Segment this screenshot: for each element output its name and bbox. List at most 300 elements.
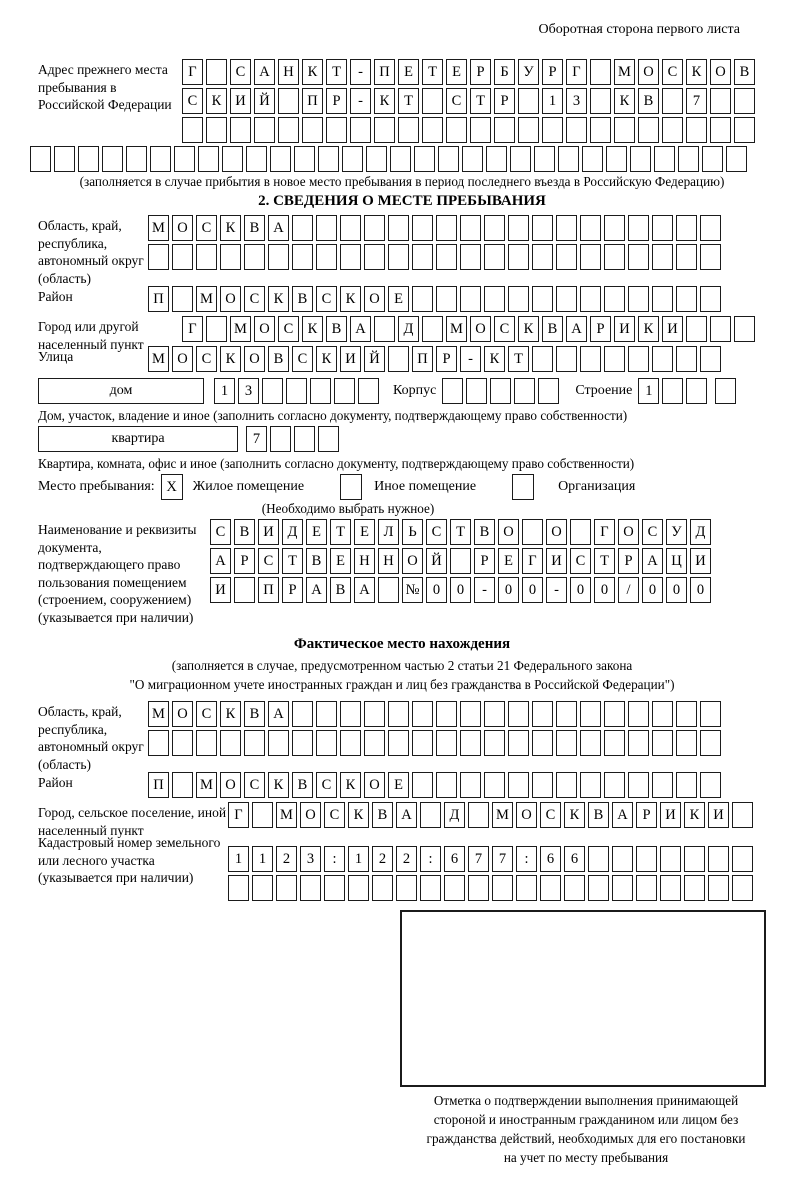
char-cell (678, 146, 699, 172)
char-cell: П (258, 577, 279, 603)
char-cell (588, 846, 609, 872)
char-cell (518, 88, 539, 114)
char-cell: - (350, 59, 371, 85)
char-cell (628, 215, 649, 241)
char-cell: И (258, 519, 279, 545)
stamp-box (400, 910, 766, 1087)
char-row (148, 286, 721, 312)
char-cell (700, 772, 721, 798)
char-cell (734, 88, 755, 114)
char-cell: К (220, 701, 241, 727)
char-cell: К (220, 215, 241, 241)
char-cell: Е (388, 286, 409, 312)
char-cell: В (306, 548, 327, 574)
char-cell (604, 215, 625, 241)
char-cell: Р (234, 548, 255, 574)
char-cell (580, 215, 601, 241)
char-cell (676, 346, 697, 372)
char-cell: М (196, 772, 217, 798)
char-cell (198, 146, 219, 172)
char-cell: В (244, 215, 265, 241)
char-cell (726, 146, 747, 172)
char-cell (580, 730, 601, 756)
char-cell: О (172, 701, 193, 727)
city-block (38, 316, 766, 352)
char-cell (604, 244, 625, 270)
char-cell: Р (618, 548, 639, 574)
char-cell (490, 378, 511, 404)
region-label: Область, край, республика, автономный округ (область) (38, 218, 144, 286)
char-cell (460, 772, 481, 798)
char-cell: Р (590, 316, 611, 342)
char-row (182, 316, 755, 342)
char-cell: И (230, 88, 251, 114)
char-row (214, 378, 379, 404)
checkbox-organization (512, 474, 534, 500)
char-cell: О (254, 316, 275, 342)
char-cell (220, 730, 241, 756)
char-row (182, 117, 755, 143)
char-cell: О (618, 519, 639, 545)
char-cell: О (470, 316, 491, 342)
char-cell (510, 146, 531, 172)
char-cell (508, 215, 529, 241)
city-label: Город или другой населенный пункт (38, 319, 144, 352)
char-cell: В (638, 88, 659, 114)
char-cell (30, 146, 51, 172)
char-cell: А (354, 577, 375, 603)
char-cell (102, 146, 123, 172)
char-cell: Т (330, 519, 351, 545)
char-cell (676, 286, 697, 312)
char-cell: Р (326, 88, 347, 114)
fact-district-block (38, 772, 766, 802)
char-cell: 0 (666, 577, 687, 603)
char-cell: М (196, 286, 217, 312)
char-cell (196, 730, 217, 756)
char-cell (388, 701, 409, 727)
char-cell (228, 875, 249, 901)
char-row (210, 577, 711, 603)
char-cell (310, 378, 331, 404)
stamp-caption (390, 1091, 782, 1167)
char-cell (460, 244, 481, 270)
char-cell: 0 (498, 577, 519, 603)
char-cell (230, 117, 251, 143)
char-cell: В (268, 346, 289, 372)
char-cell: А (306, 577, 327, 603)
char-cell: А (350, 316, 371, 342)
char-cell: К (302, 316, 323, 342)
char-cell: Т (594, 548, 615, 574)
fact-district-label: Район (38, 775, 73, 790)
char-cell (234, 577, 255, 603)
char-cell: С (426, 519, 447, 545)
char-cell (676, 244, 697, 270)
char-cell: О (300, 802, 321, 828)
char-cell: 0 (522, 577, 543, 603)
char-cell (436, 215, 457, 241)
char-cell: В (474, 519, 495, 545)
char-cell (244, 730, 265, 756)
char-cell: А (566, 316, 587, 342)
char-cell: Е (388, 772, 409, 798)
char-cell: Д (690, 519, 711, 545)
char-cell: : (516, 846, 537, 872)
stay-type-row (38, 474, 766, 500)
char-cell (514, 378, 535, 404)
char-cell (262, 378, 283, 404)
char-cell (614, 117, 635, 143)
char-cell (630, 146, 651, 172)
char-cell (316, 215, 337, 241)
char-cell (318, 146, 339, 172)
char-cell: 1 (214, 378, 235, 404)
char-cell (628, 772, 649, 798)
char-row (715, 378, 736, 404)
char-cell: Т (470, 88, 491, 114)
char-cell: Д (444, 802, 465, 828)
char-cell: 3 (238, 378, 259, 404)
char-row (148, 730, 721, 756)
char-cell: О (498, 519, 519, 545)
char-cell (374, 316, 395, 342)
char-cell: А (612, 802, 633, 828)
char-cell (436, 286, 457, 312)
char-cell: Т (422, 59, 443, 85)
char-cell: Г (228, 802, 249, 828)
char-cell: К (316, 346, 337, 372)
region-block (38, 215, 766, 286)
char-cell: 2 (372, 846, 393, 872)
char-cell: К (684, 802, 705, 828)
char-cell: К (638, 316, 659, 342)
char-cell: С (316, 286, 337, 312)
char-cell (652, 244, 673, 270)
char-cell (534, 146, 555, 172)
char-cell (628, 244, 649, 270)
char-cell (340, 730, 361, 756)
apartment-box-label: квартира (38, 426, 238, 452)
corner-note: Оборотная сторона первого листа (538, 22, 740, 37)
char-cell (700, 244, 721, 270)
char-cell (436, 772, 457, 798)
char-cell (522, 519, 543, 545)
char-cell (460, 286, 481, 312)
actual-location-title: Фактическое место нахождения (293, 636, 511, 652)
char-cell (636, 875, 657, 901)
char-cell (420, 875, 441, 901)
char-cell (508, 772, 529, 798)
char-cell (660, 875, 681, 901)
char-cell: 6 (564, 846, 585, 872)
char-cell (442, 378, 463, 404)
char-cell: В (372, 802, 393, 828)
char-cell (54, 146, 75, 172)
char-cell: С (446, 88, 467, 114)
char-cell: М (148, 346, 169, 372)
char-cell (590, 59, 611, 85)
char-cell: С (182, 88, 203, 114)
char-cell (518, 117, 539, 143)
char-row (228, 802, 753, 828)
char-cell (436, 701, 457, 727)
char-cell: 1 (638, 378, 659, 404)
char-cell (412, 772, 433, 798)
char-cell (436, 730, 457, 756)
stamp-caption-line: на учет по месту пребывания (503, 1150, 669, 1165)
char-cell (254, 117, 275, 143)
char-cell (508, 701, 529, 727)
char-cell (638, 117, 659, 143)
char-cell (316, 701, 337, 727)
char-cell: № (402, 577, 423, 603)
char-cell: К (686, 59, 707, 85)
char-row (442, 378, 559, 404)
char-cell (446, 117, 467, 143)
document-label: Наименование и реквизиты документа, подтверждающего право пользования помещением (строением, сооружением) (указывается при наличии) (38, 522, 197, 625)
option-other-premises-label: Иное помещение (374, 479, 477, 494)
stroenie-label: Строение (575, 383, 633, 398)
char-cell (398, 117, 419, 143)
char-cell (492, 875, 513, 901)
char-cell: И (708, 802, 729, 828)
char-cell (628, 286, 649, 312)
stamp-caption-line: Отметка о подтверждении выполнения принимающей (433, 1093, 739, 1108)
char-cell (390, 146, 411, 172)
char-cell (148, 730, 169, 756)
char-cell (364, 215, 385, 241)
char-cell (532, 730, 553, 756)
char-cell: М (614, 59, 635, 85)
char-cell (652, 730, 673, 756)
char-cell (588, 875, 609, 901)
char-cell (710, 316, 731, 342)
char-cell (732, 802, 753, 828)
char-cell (484, 286, 505, 312)
char-cell (412, 215, 433, 241)
char-row (210, 519, 711, 545)
char-cell (652, 772, 673, 798)
char-cell: О (244, 346, 265, 372)
apartment-row (38, 426, 766, 452)
char-cell (78, 146, 99, 172)
char-cell: 0 (426, 577, 447, 603)
char-cell: М (148, 215, 169, 241)
char-cell: К (564, 802, 585, 828)
char-cell: Й (426, 548, 447, 574)
char-cell: 1 (348, 846, 369, 872)
char-cell (276, 875, 297, 901)
char-cell (270, 146, 291, 172)
char-cell: О (172, 346, 193, 372)
char-cell (532, 701, 553, 727)
char-cell: 6 (444, 846, 465, 872)
char-cell (540, 875, 561, 901)
char-cell (732, 875, 753, 901)
char-cell: С (258, 548, 279, 574)
char-cell: С (494, 316, 515, 342)
char-cell (270, 426, 291, 452)
char-cell (278, 88, 299, 114)
char-cell (460, 215, 481, 241)
char-cell: 1 (542, 88, 563, 114)
char-cell (556, 215, 577, 241)
char-cell (612, 875, 633, 901)
char-cell: Т (326, 59, 347, 85)
char-cell: И (690, 548, 711, 574)
char-cell (340, 244, 361, 270)
char-cell: Л (378, 519, 399, 545)
char-cell: О (546, 519, 567, 545)
char-cell (292, 701, 313, 727)
char-cell (372, 875, 393, 901)
char-cell: 6 (540, 846, 561, 872)
char-cell: О (516, 802, 537, 828)
char-cell (652, 346, 673, 372)
char-cell (508, 286, 529, 312)
street-label: Улица (38, 349, 74, 364)
char-cell (532, 286, 553, 312)
checkbox-other-premises (340, 474, 362, 500)
char-cell: У (518, 59, 539, 85)
char-cell (252, 802, 273, 828)
char-cell (556, 772, 577, 798)
char-cell (700, 701, 721, 727)
char-cell: 7 (492, 846, 513, 872)
char-cell (590, 117, 611, 143)
char-cell: И (614, 316, 635, 342)
char-cell: / (618, 577, 639, 603)
cadastre-block (38, 832, 766, 904)
char-cell: О (364, 286, 385, 312)
char-cell: А (268, 701, 289, 727)
char-row (148, 772, 721, 798)
char-cell (396, 875, 417, 901)
char-cell (652, 701, 673, 727)
char-row (148, 215, 721, 241)
char-cell (508, 730, 529, 756)
char-cell: С (196, 701, 217, 727)
char-cell (438, 146, 459, 172)
char-cell (278, 117, 299, 143)
stamp-caption-line: стороной и иностранным гражданином или лицом без (433, 1112, 739, 1127)
fact-city-label: Город, сельское поселение, иной населенный пункт (38, 805, 227, 838)
char-cell: А (396, 802, 417, 828)
char-cell: М (276, 802, 297, 828)
char-cell (556, 286, 577, 312)
char-cell: С (292, 346, 313, 372)
char-cell (484, 730, 505, 756)
char-cell (654, 146, 675, 172)
char-cell: М (148, 701, 169, 727)
char-cell (484, 215, 505, 241)
char-cell (556, 244, 577, 270)
char-cell (532, 346, 553, 372)
char-cell: 3 (300, 846, 321, 872)
char-cell: Р (474, 548, 495, 574)
char-cell (532, 244, 553, 270)
char-cell (612, 846, 633, 872)
char-cell (436, 244, 457, 270)
fact-region-block (38, 701, 766, 772)
char-cell (532, 215, 553, 241)
char-cell: 7 (468, 846, 489, 872)
char-cell (470, 117, 491, 143)
char-row (148, 346, 721, 372)
char-cell: Р (282, 577, 303, 603)
char-cell (604, 730, 625, 756)
char-cell: Д (282, 519, 303, 545)
char-cell (532, 772, 553, 798)
char-cell (684, 875, 705, 901)
char-cell (412, 244, 433, 270)
char-cell (564, 875, 585, 901)
char-cell (486, 146, 507, 172)
char-cell (268, 730, 289, 756)
char-cell (422, 88, 443, 114)
char-cell: М (230, 316, 251, 342)
char-cell: Р (636, 802, 657, 828)
char-cell: 0 (450, 577, 471, 603)
char-cell (676, 772, 697, 798)
char-cell (732, 846, 753, 872)
char-cell (604, 701, 625, 727)
char-row (30, 146, 766, 172)
cadastre-grid (228, 846, 753, 904)
char-cell (660, 846, 681, 872)
char-cell: М (446, 316, 467, 342)
char-cell: В (542, 316, 563, 342)
char-cell (172, 730, 193, 756)
char-cell: 0 (594, 577, 615, 603)
char-cell: В (244, 701, 265, 727)
char-cell: С (244, 772, 265, 798)
char-cell: К (206, 88, 227, 114)
char-cell (340, 215, 361, 241)
char-cell (182, 117, 203, 143)
char-cell: С (278, 316, 299, 342)
char-cell: 2 (396, 846, 417, 872)
char-cell (252, 875, 273, 901)
char-cell (556, 701, 577, 727)
fact-region-grid (148, 701, 721, 759)
korpus-label: Корпус (393, 383, 437, 398)
char-cell: М (492, 802, 513, 828)
char-cell (422, 117, 443, 143)
char-cell: С (196, 346, 217, 372)
prev-address-note: (заполняется в случае прибытия в новое место пребывания в период последнего въезда в Российскую Федерацию) (79, 174, 725, 189)
char-cell (462, 146, 483, 172)
char-cell: 3 (566, 88, 587, 114)
char-cell (388, 346, 409, 372)
char-cell: К (220, 346, 241, 372)
char-cell (294, 146, 315, 172)
char-cell: Н (378, 548, 399, 574)
stay-note: (Необходимо выбрать нужное) (261, 501, 435, 516)
char-cell (604, 772, 625, 798)
char-row (638, 378, 707, 404)
char-cell (676, 701, 697, 727)
char-cell: В (234, 519, 255, 545)
char-cell: В (292, 286, 313, 312)
char-cell: Е (398, 59, 419, 85)
char-cell: П (148, 772, 169, 798)
char-cell (580, 244, 601, 270)
char-cell (222, 146, 243, 172)
char-cell (556, 730, 577, 756)
char-cell: : (324, 846, 345, 872)
